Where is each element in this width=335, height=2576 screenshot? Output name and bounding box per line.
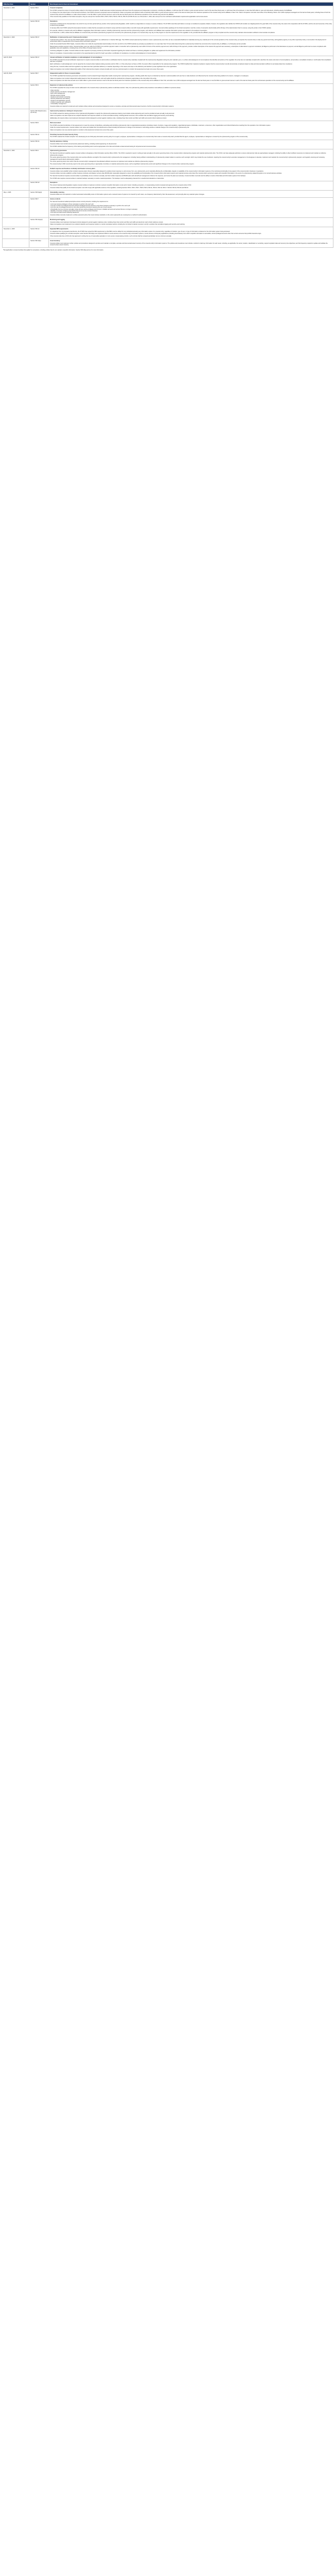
- table-row: [3, 197, 333, 218]
- section-cell: Section 500.17: [29, 36, 49, 56]
- requirement-paragraph: In a change from the initial version of the Second Amendment, the NYDFS removed a proposed revenue threshold for Class A companies and replaced it with a threshold of $20 million in gross annual revenue in each of the last two fiscal years from business operations of the covered entity and its affiliates in New York. Class A companies must also meet either of the following criteria: over 2,000 employees averaged over the last two fiscal years, including those of both the covered entity and all of its affiliates no matter where located; or over $1 billion in gross annual revenue in each of the last two fiscal years from all business operations of the covered entity and all of its affiliates.: [50, 12, 330, 15]
- table-row: [3, 72, 333, 83]
- table-row: [3, 83, 333, 109]
- section-cell: Section 500.7: [29, 197, 49, 218]
- table-body: [3, 6, 333, 248]
- requirement-heading: Monitoring and logging: [50, 218, 65, 221]
- requirement-paragraph: Class A companies must also implement an endpoint detection and response solution to monitor anomalous activity, including lateral movement, and a solution that centralizes logging and security event alerting.: [50, 115, 175, 117]
- requirement-paragraph: The NYDFS amended its definition of risk assessment to mean the process of identifying, estimating and prioritizing cybersecurity risks to organizational operations (including mission, functions, image and reputation), organizational assets, individuals, customers, consumers, other organizations and critical infrastructure resulting from the operation of an information system.: [50, 124, 271, 126]
- requirement-paragraph: Covered entities that qualify for the limited exemption must still comply with applicable sections of the regulation, including Sections 500.2, 500.3, 500.7, 500.8, 500.9, 500.11, 500.12, 500.13, 500.17, 500.18, 500.19, 500.20 and 500.21.: [50, 187, 189, 189]
- requirement-heading: Risk assessment: [50, 122, 61, 124]
- table-row: [3, 227, 333, 239]
- effective-date-cell: [3, 133, 29, 140]
- table-header-row: [3, 3, 333, 6]
- page: [0, 0, 335, 253]
- requirement-heading: Annual certification of material compliance or acknowledgment of noncompliance: [50, 57, 103, 59]
- table-row: [3, 121, 333, 133]
- section-cell: Section 500.4: [29, 149, 49, 166]
- table-row: [3, 36, 333, 56]
- requirement-cell: [49, 149, 333, 166]
- requirement-paragraph: Each certification or acknowledgment must be signed by the covered entity's highest-ranking executive and its CISO, or, if the entity does not have a CISO, the senior officer responsible for the cybersecurity program. The NYDFS clarified that 'material compliance' requires that the covered entity's records demonstrate compliance based on data and documentation sufficient to accurately determine compliance.: [50, 63, 293, 65]
- requirement-paragraph: In a departure from its proposed amendments, the NYDFS has revised the MFA requirement so that MFA must be utilized for any individual accessing any information system of a covered entity, regardless of location, type of user, or type of information contained on the information system being accessed.: [50, 230, 230, 232]
- requirement-paragraph: The senior governing body must confirm that the covered entity's management has allocated sufficient resources to implement and maintain an effective cybersecurity program.: [50, 161, 154, 163]
- requirement-paragraph: Covered entities are now required to conduct automated vulnerability scans of information systems and a manual review of systems not covered by such scans, at a frequency determined by their risk assessment, and promptly after any material system changes.: [50, 194, 205, 196]
- requirement-heading: Cybersecurity awareness training for all personnel: [50, 110, 82, 112]
- requirement-heading: Notification of cybersecurity event / Cybersecurity incident: [50, 37, 88, 39]
- requirement-heading: Covered companies: [50, 7, 63, 9]
- requirement-paragraph: Covered entities are required to implement and maintain written policies and procedures designed to ensure a complete, accurate and documented asset inventory of all the covered entity's information systems.: [50, 106, 174, 108]
- requirement-heading: Expansion of cybersecurity policies: [50, 84, 73, 87]
- requirement-paragraph: The NYDFS amended its annual certification requirement to require covered entities to submit either a certification that the covered entity materially complied with the Cybersecurity Regulation during the prior calendar year, or a written acknowledgment of noncompliance that identifies all sections of the regulation the entity has not materially complied with, describes the nature and extent of noncompliance, and provides a remediation timeline or confirmation that remediation has been completed.: [50, 59, 331, 63]
- section-cell: Section 500.11: [29, 133, 49, 140]
- section-cell: Section 500.19: [29, 20, 49, 36]
- requirement-cell: [49, 6, 333, 23]
- section-cell: Section 500.19: [29, 181, 49, 190]
- requirement-cell: [49, 181, 333, 190]
- table-row: [3, 133, 333, 140]
- requirement-heading: Third-Party Service Provider Security Policy: [50, 133, 78, 135]
- requirement-paragraph: If the covered entity has a CISO who has approved in writing the use of reasonably equivalent or more secure compensating controls, such controls shall be reviewed periodically, but at a minimum annually.: [50, 235, 172, 238]
- requirement-paragraph: Class A companies must implement (i) an endpoint detection and response solution to monitor anomalous activity, including but not limited to lateral movement; and (ii) a solution that centralizes logging and security event alerting.: [50, 224, 185, 226]
- requirement-paragraph: Class A companies must conduct independent audits based on their risk assessment, and such audits should be conducted at a frequency appropriate to the risk profile of the entity.: [50, 77, 157, 79]
- table-footnote: *Not applicable to covered entities that qualify for exemptions, including entities that do not maintain nonpublic information. Section 500.19(a) and (c) for more information.: [3, 249, 104, 251]
- requirement-paragraph: Covered entities must conduct annual security awareness training, including social engineering, for all personnel.: [50, 143, 117, 145]
- effective-date-cell: November 1, 2025: [3, 227, 29, 239]
- table-row: [3, 6, 333, 20]
- section-cell: Section 500.14(a)(2): [29, 218, 49, 227]
- effective-date-cell: [3, 140, 29, 149]
- effective-date-cell: November 1, 2024: [3, 149, 29, 166]
- effective-date-cell: April 29, 2024: [3, 72, 29, 83]
- header-section: Section: [29, 3, 49, 6]
- requirement-paragraph: The senior governing body of the covered entity must exercise effective oversight of the covered entity's cybersecurity risk management, including having sufficient understanding of cybersecurity-related matters to exercise such oversight, which may include the use of advisors; requiring the covered entity's executive management or its designees to develop, implement and maintain the covered entity's cybersecurity program; and regularly receiving and reviewing management reports about cybersecurity matters.: [50, 157, 325, 160]
- requirement-heading: Exemptions: [50, 21, 58, 23]
- table-row: [3, 181, 333, 190]
- requirement-heading: Access controls: [50, 198, 61, 200]
- table-row: [3, 149, 333, 166]
- effective-date-cell: [3, 167, 29, 181]
- effective-date-cell: [3, 197, 29, 218]
- section-cell: Section 500.5(a)(2): [29, 191, 49, 197]
- section-cell: Section 500.7: [29, 72, 49, 83]
- requirement-paragraph: Covered entities must also implement a written password policy that meets industry standards, to the extent passwords are employed as a method of authentication.: [50, 214, 147, 216]
- requirement-paragraph: The Second Amendment added prescriptive access control protocols, including the requirement to:: [50, 200, 109, 202]
- requirement-paragraph: As of November 1, 2023, entities that are affiliates of a covered entity and whose cybersecurity programs are covered by the cybersecurity program of a covered entity may rely on that program to meet the requirements of the regulation in full, provided that the affiliate's program is fully compliant and the covered entity maintains documentation sufficient to demonstrate compliance.: [50, 32, 275, 34]
- requirement-cell: [49, 191, 333, 197]
- requirement-heading: Independent audits for Class A covered entities: [50, 73, 80, 75]
- section-cell: Section 500.14: [29, 140, 49, 149]
- requirement-paragraph: Additionally, all covered entities must implement risk-based controls designed to protect against malicious code, including those that monitor and filter web traffic and email to block malicious content.: [50, 117, 167, 120]
- table-row: [3, 239, 333, 248]
- effective-date-cell: December 1, 2023: [3, 36, 29, 56]
- section-cell: Section 500.3: [29, 83, 49, 109]
- requirement-paragraph: • Data retention • Asset inventory and device management • End of life management • Remote access controls • Systems and network monitoring • Security awareness and training • Systems and application security • Incident response and notification • Vulnerability management: [50, 89, 75, 105]
- requirement-paragraph: Class A companies must also have at least one of: $20 million in gross annual revenue in each of the last two fiscal years from business operations of the covered entity and its affiliates in New York, and either over 2,000 employees averaged over the last two fiscal years or over $1 billion in gross annual revenue in each of the last two fiscal years from all business operations of the covered entity and its affiliates.: [50, 80, 294, 82]
- requirement-paragraph: Class A companies must use external experts to conduct a risk assessment at least once every three years.: [50, 129, 114, 131]
- requirement-cell: [49, 109, 333, 121]
- requirement-paragraph: The covered entity's CISO must timely report to the senior governing body or appropriate committee on material cybersecurity issues, such as significant cybersecurity events and significant changes to the covered entity's cybersecurity program.: [50, 163, 194, 165]
- requirement-cell: [49, 72, 333, 83]
- requirement-paragraph: Under the amended Section 500.17(a)(1), covered entities must notify the superintendent electronically in the form set forth on the NYDFS website as promptly as possible but in no event later than 72 hours after determining that a cybersecurity incident has occurred at the covered entity, its affiliates, or a third-party service provider.: [50, 43, 246, 45]
- requirement-paragraph: The current Cybersecurity Regulation requires covered entities to implement controls to protect nonpublic information at rest and in transit. Including encryption, or compensating controls reviewed and approved by the covered entity's CISO.: [50, 184, 192, 187]
- effective-date-cell: [3, 218, 29, 227]
- table-row: [3, 109, 333, 121]
- section-cell: Section 500.2: [29, 6, 49, 20]
- requirement-heading: Exemptions: [50, 182, 58, 184]
- requirement-paragraph: Covered entities must also establish a written business continuity and disaster recovery plan (BCDR plan) reasonably designed to ensure the availability and functionality of the covered entity's information systems and material services and protect the covered entity's personnel, assets and nonpublic information in the event of a cybersecurity-related disruption to its normal business activities.: [50, 173, 282, 175]
- requirement-paragraph: The NYDFS specified that business governance and practices must be tested through independent audits covering their cybersecurity program, including audits that may be conducted by internal or external auditors who are free to make decisions not influenced by the covered entity being audited or its owners, managers or employees.: [50, 75, 249, 77]
- section-cell: Section 500.16: [29, 167, 49, 181]
- effective-date-cell: April 15, 2024: [3, 56, 29, 72]
- effective-date-cell: [3, 121, 29, 133]
- effective-date-cell: November 1, 2023: [3, 6, 29, 20]
- requirement-heading: Incident response and business continuity and disaster recovery plans: [50, 167, 95, 170]
- requirement-paragraph: In January 2024, the NYDFS revised the Exemptions Section to clarify that the exemptions are limited in scope and that covered entities must still comply with applicable requirements. Covered entities qualifying for the limited exemptions must file a notice of exemption electronically within 30 days of the determination that it is exempt, using the portal on the NYDFS website.: [50, 27, 272, 29]
- requirement-paragraph: The NYDFS revised the scope of covered entities subject to the limited exemptions. Small businesses include businesses with fewer than 20 employees and independent contractors, including any affiliates, or with less than $7.5 million in gross annual revenue in each of the last three fiscal years; or with fewer than 20 employees; or less than $15 million in year-end total assets, including assets of all affiliates.: [50, 9, 292, 11]
- requirement-heading: Vulnerability scanning: [50, 191, 64, 193]
- section-cell: Section 500.17: [29, 56, 49, 72]
- requirement-paragraph: If the covered entity qualifies for the limited exemption, they are exempt from Sections 500.4, 500.5, 500.6, 500.10, 500.14, 500.15 and 500.16 and, as of November 1, 2024, also exempt from the multi-factor authentication requirements applicable to all remote access.: [50, 16, 208, 18]
- requirement-paragraph: For example, whether a covered entity and its affiliates in aggregate share information systems, including cybersecurity resources and the cybersecurity program, and whether such affiliates have separate information systems are relevant to the analysis of exemption.: [50, 29, 208, 31]
- effective-date-cell: [3, 20, 29, 36]
- requirement-paragraph: "Cybersecurity incident." The new rule (the NYDFS added "cybersecurity incident" as a defined term in Section 500.1(g)). The NYDFS revised cybersecurity incident to mean a cybersecurity event that: (1) has a reasonable likelihood of materially harming any material part of the normal operations of the covered entity; (2) requires the covered entity to notify any government body, self-regulatory agency or any other supervisory body; or (3) results in the deployment of ransomware within a material part of the covered entity's information systems.: [50, 39, 326, 43]
- requirement-paragraph: Ransomware extortion payment notice. Covered entities must now notify the NYDFS of an extortion payment made in connection with a cybersecurity event within 24 hours of the extortion payment and, within 30 days of the payment, provide a written description of the reasons the payment was necessary, a description of alternatives to payment considered, all diligence performed to find alternatives to payment, and all diligence performed to ensure compliance with applicable rules and regulations, including those of the Office of Foreign Assets Control.: [50, 45, 326, 49]
- requirement-paragraph: Under the revised requirements, covered entities must review and update their risk assessments at least annually and whenever a change in the business or technology causes a material change to the covered entity's cybersecurity risk.: [50, 127, 190, 129]
- requirement-cell: [49, 197, 333, 218]
- requirement-paragraph: Continuing obligation to update. Covered entities are also required to promptly provide any information requested regarding the incident and have a continuing obligation to update and supplement the information provided.: [50, 49, 181, 52]
- requirement-paragraph: Notice of compliance. Covered entities must submit to the superintendent by April 15 of each year either a certification of compliance or a written acknowledgment of noncompliance.: [50, 52, 157, 54]
- header-effective-date: Effective Date: [3, 3, 29, 6]
- requirement-cell: [49, 83, 333, 109]
- requirement-paragraph: The NYDFS expanded the scope of what must be addressed in the covered entity's cybersecurity policies to add data retention. Note, the cybersecurity policies and procedures must address (in addition to previous areas):: [50, 87, 181, 89]
- table-row: [3, 167, 333, 181]
- requirement-paragraph: Covered entities must implement written policies and procedures designed to produce and maintain a complete, accurate and documented asset inventory of the covered entity's information systems. The policies and procedures must include a method to track key information for each asset, including, as applicable, the owner, location, classification or sensitivity, support expiration date and recovery time objectives; and the frequency required to update and validate the covered entity's asset inventory.: [50, 242, 328, 246]
- effective-date-cell: [3, 181, 29, 190]
- requirement-paragraph: A business is defined as the 'licensed data in its control' for any 12-hour period with any section of the Cybersecurity Regulation, which could be a single failure to comply or a series of failures. The NYDFS noted that each failure to comply is considered a separate violation; however, the regulation also clarifies the NYDFS will consider as mitigating factors the good faith of the covered entity, the extent of its cooperation with the NYDFS, and the size and resources of the entity in determining penalties.: [50, 23, 332, 27]
- requirement-paragraph: The NYDFS clarified that the frequency of the training and phishing tests must be appropriate to the risks and includes at least annual training for all personnel and covered entities.: [50, 145, 157, 147]
- requirement-cell: [49, 121, 333, 133]
- effective-date-cell: [3, 109, 29, 121]
- section-cell: Section 500.9: [29, 121, 49, 133]
- effective-date-cell: May 1, 2025: [3, 191, 29, 197]
- requirement-cell: [49, 218, 333, 227]
- requirement-paragraph: Covered entities must implement risk-based controls designed to protect against malicious code, including those that monitor and filter web traffic and electronic mail to block malicious content.: [50, 221, 163, 223]
- requirement-heading: Cybersecurity governance: [50, 150, 67, 152]
- requirement-cell: [49, 239, 333, 248]
- section-cell: Section 500.13(a): [29, 239, 49, 248]
- table-row: [3, 56, 333, 72]
- table-row: [3, 20, 333, 36]
- table-row: [3, 218, 333, 227]
- requirement-heading: Security awareness training: [50, 141, 68, 143]
- table-row: [3, 140, 333, 149]
- section-cell: Section 500.14(a)(3) (c)(1), (2) and (3): [29, 109, 49, 121]
- effective-date-cell: [3, 83, 29, 109]
- requirement-paragraph: The NYDFS revised the training provisions of the Cybersecurity Regulation to specify the cybersecurity awareness training must include social engineering and must be provided at least annually to all personnel.: [50, 112, 175, 114]
- requirement-paragraph: The NYDFS retained the 'limited exception' from developing its own third-party information security policy for an agent, employee, representative or designee of a covered entity that is also a covered entity itself, provided that the agent, employee, representative or designee is covered by the cybersecurity program of the covered entity.: [50, 136, 248, 138]
- requirement-paragraph: The NYDFS also requires covered entities to maintain backups necessary to restore material operations. The backups must be adequately protected from unauthorized alterations or destruction.: [50, 177, 164, 179]
- effective-date-cell: [3, 239, 29, 248]
- section-cell: Section 500.12: [29, 227, 49, 239]
- requirement-cell: [49, 167, 333, 184]
- requirement-paragraph: Class A companies must conduct independent audits of their cybersecurity program at least annually and must use external experts to conduct risk assessments at least once every three years.: [50, 68, 164, 70]
- requirement-paragraph: Covered entities qualifying for a limited exemption under Section 500.19(a) must implement MFA for remote access to the covered entity's information systems, remote access to third-party applications (including cloud-based), from which nonpublic information is accessible, and all privileged accounts other than service accounts that prohibit interactive login.: [50, 233, 262, 235]
- requirements-table: [2, 2, 333, 248]
- requirement-paragraph: The Second Amendment requires covered entities to periodically, but at a minimum annually, test their incident response and BCDR plans with all staff and management critical to the response, and revise the plans as necessary. Covered entities must also test the ability to restore critical data and information systems from backups.: [50, 175, 246, 177]
- requirement-paragraph: Covered entities must establish written incident response plans that are reasonably designed to enable prompt response to, and recovery from, any cybersecurity event materially affecting the confidentiality, integrity or availability of the covered entity's information systems or the continuing functionality of any aspect of the covered entity's business or operations.: [50, 170, 264, 172]
- requirement-cell: [49, 227, 333, 239]
- requirement-paragraph: • Limit user access privileges to those necessary to perform the user's job • Limit the number of privileged accounts and limit privileged account access to only those functions necessary to perform the user's job • Limit the use of privileged accounts to only when performing functions requiring the use of such access • Periodically, but at a minimum annually, review all user access privileges and remove or disable accounts and access that are no longer necessary • Disable or securely configure all protocols that permit remote control of devices • Promptly terminate access following departures: [50, 203, 138, 214]
- requirement-paragraph: The Second Amendment explicitly requires covered entities to designate a chief information security officer (CISO). The CISO is required to report in writing at least annually to the senior governing body on the covered entity's cybersecurity program and material cybersecurity risks. The CISO must have adequate authority to ensure cybersecurity risks are appropriately managed, including the ability to direct sufficient resources to implement and maintain an effective cybersecurity program.: [50, 152, 326, 156]
- header-description: New Requirement & Second Amendment: [49, 3, 333, 6]
- table-row: [3, 191, 333, 197]
- requirement-heading: Expanded MFA requirements: [50, 228, 69, 230]
- requirement-paragraph: Using this test, covered entities and their regulators may determine that a particular deficiency is material, depending on the nature and scope of the deficiency and whether it poses significant risk to the organization.: [50, 65, 177, 67]
- requirement-heading: Asset inventory: [50, 240, 60, 242]
